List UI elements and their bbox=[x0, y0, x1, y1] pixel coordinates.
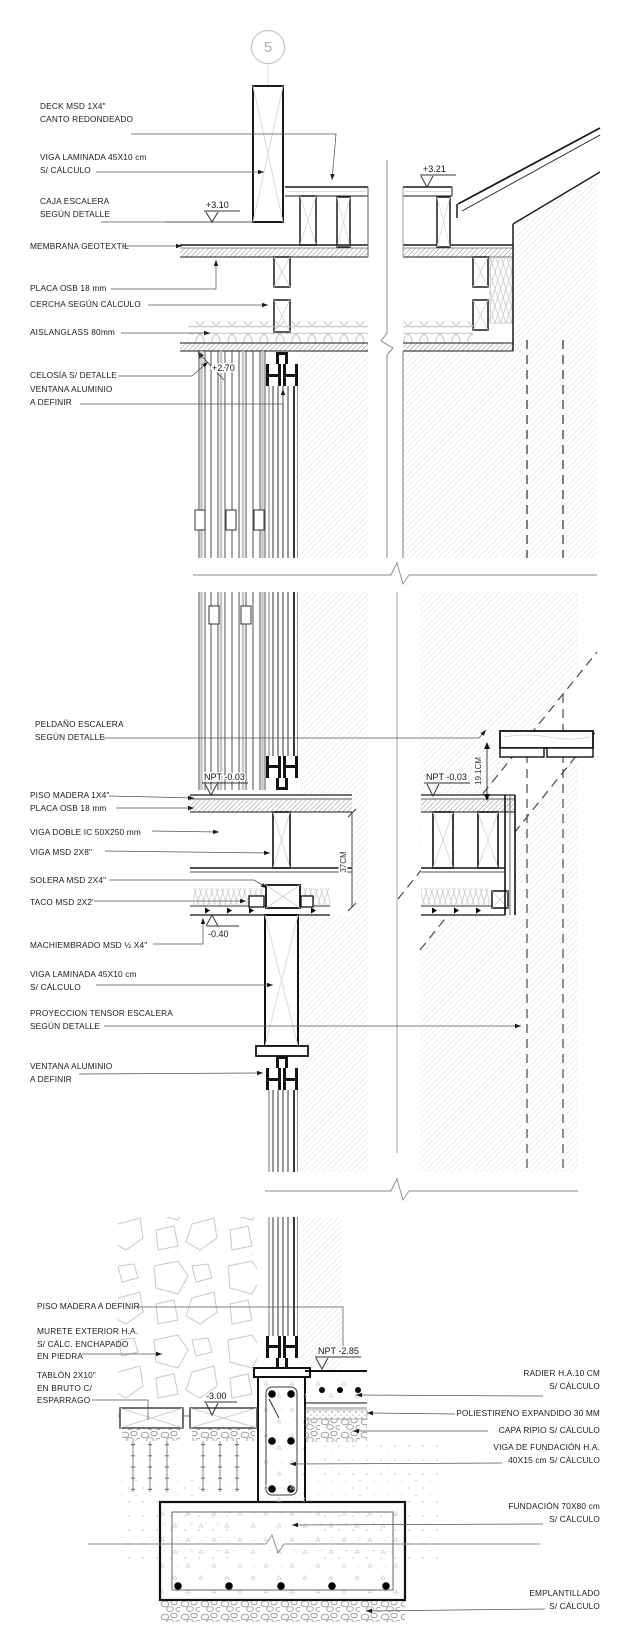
section-grid-line bbox=[381, 160, 393, 558]
callout-ventana-top: VENTANA ALUMINIO A DEFINIR bbox=[30, 384, 113, 407]
callout-piso-madera-bottom: PISO MADERA A DEFINIR bbox=[37, 1301, 140, 1311]
leader-deck bbox=[131, 134, 336, 180]
leader-piso-madera-mid bbox=[109, 796, 194, 798]
callout-solera: SOLERA MSD 2X4" bbox=[30, 875, 107, 885]
dim-191cm-text: 19.1CM bbox=[474, 756, 483, 786]
gravel-layer bbox=[305, 1419, 367, 1442]
aislanglass-insulation bbox=[188, 321, 368, 343]
polystyrene-layer bbox=[305, 1410, 367, 1419]
callout-viga-laminada-mid: VIGA LAMINADA 45X10 cm S/ CÁLCULO bbox=[30, 969, 137, 992]
sill-plate bbox=[254, 1368, 310, 1377]
taco-block bbox=[301, 896, 313, 907]
callout-taco: TACO MSD 2X2' bbox=[30, 897, 94, 907]
leader-placa-osb-top bbox=[111, 260, 216, 289]
callout-machiembrado: MACHIEMBRADO MSD ½ X4" bbox=[30, 940, 148, 950]
break-line bbox=[193, 563, 597, 584]
floor-assembly-left bbox=[190, 794, 352, 916]
svg-text:-0.40: -0.40 bbox=[208, 929, 229, 939]
callout-piso-madera-mid: PISO MADERA 1X4" bbox=[30, 790, 110, 800]
slat-blocks bbox=[195, 510, 264, 530]
middle-detail-section bbox=[190, 592, 597, 1172]
callout-placa-osb-top: PLACA OSB 18 mm bbox=[30, 283, 107, 293]
viga-laminada-post bbox=[253, 86, 283, 222]
svg-text:NPT -2.85: NPT -2.85 bbox=[318, 1346, 359, 1356]
callout-viga-laminada-top: VIGA LAMINADA 45X10 cm S/ CÁLCULO bbox=[40, 152, 147, 175]
floor-assembly-right bbox=[421, 794, 515, 916]
callout-murete: MURETE EXTERIOR H.A. S/ CÁLC. ENCHAPADO EN PIEDRA bbox=[37, 1326, 139, 1362]
detail-bubble-number: 5 bbox=[263, 39, 273, 56]
wall-hatch bbox=[403, 351, 597, 558]
dim-37cm-text: 37CM bbox=[339, 851, 348, 873]
leader-radier bbox=[356, 1395, 543, 1396]
callout-poliestireno: POLIESTIRENO EXPANDIDO 30 MM bbox=[456, 1408, 600, 1418]
roof-trusses bbox=[274, 257, 512, 332]
callout-membrana: MEMBRANA GEOTEXTIL bbox=[30, 241, 130, 251]
stone-veneer-wall bbox=[118, 1217, 257, 1414]
leader-machiembrado bbox=[153, 918, 203, 944]
svg-text:+2.70: +2.70 bbox=[212, 363, 235, 373]
emplantillado-layer bbox=[160, 1601, 405, 1622]
svg-text:+3.21: +3.21 bbox=[423, 164, 446, 174]
callout-ventana-mid: VENTANA ALUMINIO A DEFINIR bbox=[30, 1061, 113, 1084]
taco-block bbox=[249, 896, 264, 907]
callout-placa-osb-mid: PLACA OSB 18 mm bbox=[30, 803, 107, 813]
svg-text:NPT -0.03: NPT -0.03 bbox=[204, 772, 245, 782]
callout-peldano: PELDAÑO ESCALERA SEGÚN DETALLE bbox=[35, 719, 124, 742]
callout-cercha: CERCHA SEGÚN CÁLCULO bbox=[30, 299, 141, 309]
deck-posts bbox=[300, 196, 350, 247]
callout-emplantillado: EMPLANTILLADO S/ CÁLCULO bbox=[529, 1588, 600, 1611]
callout-caja-escalera: CAJA ESCALERA SEGÚN DETALLE bbox=[40, 196, 111, 219]
aislanglass-insulation bbox=[403, 321, 473, 343]
level-310 bbox=[204, 200, 240, 222]
top-detail-section bbox=[165, 31, 600, 559]
callout-deck: DECK MSD 1X4" CANTO REDONDEADO bbox=[40, 101, 134, 124]
ceiling-band bbox=[180, 343, 513, 351]
callout-tablon: TABLÓN 2X10" EN BRUTO C/ bbox=[37, 1370, 97, 1393]
callout-capa-ripio: CAPA RIPIO S/ CÁLCULO bbox=[498, 1425, 600, 1435]
radier-slab bbox=[305, 1371, 367, 1408]
callout-celosia: CELOSÍA S/ DETALLE bbox=[30, 370, 117, 380]
deck-plank-right bbox=[403, 187, 452, 257]
callout-viga-fundacion: VIGA DE FUNDACIÓN H.A. 40X15 cm S/ CÁLCULO bbox=[493, 1442, 600, 1465]
callout-tensor: PROYECCION TENSOR ESCALERA SEGÚN DETALLE bbox=[30, 1008, 173, 1031]
callout-viga-doble: VIGA DOBLE IC 50X250 mm bbox=[30, 827, 141, 837]
callout-aislanglass: AISLANGLASS 80mm bbox=[30, 327, 115, 337]
callout-fundacion: FUNDACIÓN 70X80 cm S/ CÁLCULO bbox=[508, 1501, 600, 1524]
leader-poliestireno bbox=[367, 1413, 455, 1414]
svg-text:+3.10: +3.10 bbox=[206, 200, 229, 210]
callout-radier: RADIER H.A.10 CM S/ CÁLCULO bbox=[523, 1368, 600, 1391]
leader-celosia bbox=[118, 362, 208, 376]
wall-hatch bbox=[300, 352, 368, 558]
deck-plank bbox=[285, 187, 368, 196]
level-321 bbox=[420, 164, 456, 187]
slat-blocks bbox=[209, 606, 251, 624]
level-040 bbox=[206, 915, 239, 939]
stair-tread bbox=[500, 731, 593, 757]
svg-text:-3.00: -3.00 bbox=[206, 1391, 227, 1401]
svg-text:NPT -0.03: NPT -0.03 bbox=[426, 772, 467, 782]
callout-esparrago: ESPARRAGO bbox=[37, 1395, 91, 1405]
callout-viga-msd: VIGA MSD 2X8" bbox=[30, 847, 93, 857]
break-line bbox=[265, 1179, 578, 1200]
